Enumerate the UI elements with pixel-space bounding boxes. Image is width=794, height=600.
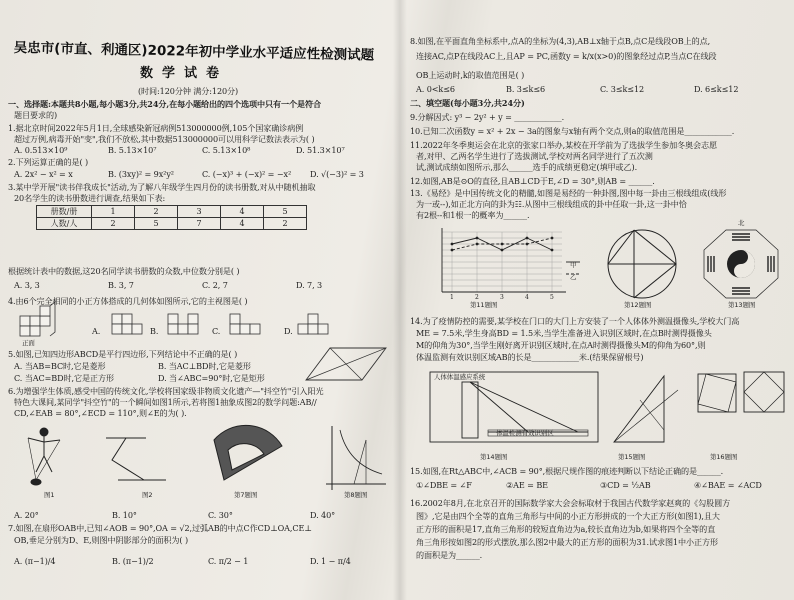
q3-text: 3.某中学开展"读书伴我成长"活动,为了解八年级学生四月份的读书册数,对从中随机抽取 [8, 182, 316, 192]
exam-subtitle: 数学试卷 [140, 66, 229, 81]
q13-text: 13.《易经》是中国传统文化的精髓,如图是易经的一种卦图,图中每一卦由三根线组成(线形 [410, 188, 727, 198]
q6-option-b: B. 10° [112, 510, 137, 520]
q14-fig-label: 第14题图 [480, 453, 508, 461]
q6-option-a: A. 20° [14, 510, 39, 520]
data-point [501, 249, 504, 252]
table-row [37, 218, 307, 230]
q1-option-c: C. 5.13×10⁸ [202, 145, 251, 155]
table-cell: 2 [92, 218, 135, 230]
q14-q16-figures [428, 370, 784, 452]
table-cell: 册数/册 [37, 206, 92, 218]
q15-fig-label: 第15题图 [618, 453, 646, 461]
x-tick-label: 2 [475, 294, 479, 301]
q6-q8-figures [14, 420, 388, 500]
q7-option-c: C. π/2 − 1 [208, 556, 249, 566]
data-point [451, 243, 454, 246]
q4-text: 4.由6个完全相同的小正方体搭成的几何体如图所示,它的主视图是( ) [8, 296, 248, 306]
table-cell: 4 [221, 218, 264, 230]
data-point [451, 249, 454, 252]
q15-text: 15.如图,在Rt△ABC中,∠ACB = 90°,根据尺规作图的痕迹判断以下结论正确的是______. [410, 466, 724, 476]
q4-figures [18, 306, 388, 340]
data-point [476, 237, 479, 240]
q14-text-c: M的仰角为30°,当学生刚好离开识别区域时,在点A时测得摄像头M的仰角为60°,则 [416, 340, 706, 350]
exam-title: 吴忠市(市直、利通区)2022年初中学业水平适应性检测试题 [13, 39, 375, 64]
q12-circle-figure [598, 226, 686, 304]
q12-text: 12.如图,AB是⊙O的直径,且AB⊥CD于E,∠D = 30°,则AB = ______. [410, 176, 655, 186]
q1-option-b: B. 5.13×10⁷ [108, 145, 157, 155]
q3-text-b: 20名学生的读书册数进行调查,结果如下表: [14, 193, 166, 203]
q16-text: 16.2002年8月,在北京召开的国际数学家大会会标取材于我国古代数学家赵爽的《勾股圆方 [410, 498, 731, 508]
q8-option-c: C. 3≤k≤12 [600, 84, 645, 94]
x-tick-label: 1 [450, 294, 454, 301]
q2-option-d: D. √(−3)² = 3 [310, 169, 364, 179]
table-cell: 1 [92, 206, 135, 218]
q14-text-b: ME = 7.5米,学生身高BD = 1.5米,当学生准备进入识别区域时,在点B时测得摄像头 [416, 328, 712, 338]
q8-text: 8.如图,在平面直角坐标系中,点A的坐标为(4,3),AB⊥x轴于点B,点C是线段OB上的点, [410, 36, 711, 46]
q15-option-3: ③CD = ½AB [600, 480, 651, 490]
q2-text: 2.下列运算正确的是( ) [8, 157, 89, 167]
q6-option-c: C. 30° [208, 510, 233, 520]
table-cell: 4 [221, 206, 264, 218]
q6-text-c: CD,∠EAB = 80°,∠ECD = 110°,则∠E的为( ). [14, 408, 187, 418]
q5-option-d: D. 当∠ABC=90°时,它是矩形 [158, 373, 265, 383]
q5-option-b: B. 当AC⊥BD时,它是菱形 [158, 361, 251, 371]
table-cell: 5 [135, 218, 178, 230]
q7-text-b: OB,垂足分别为D、E,则图中阴影部分的面积为( ) [14, 535, 189, 545]
q15-option-1: ①∠DBE = ∠F [416, 480, 472, 490]
q5-parallelogram-figure [304, 344, 388, 384]
q7-option-b: B. (π−1)/2 [112, 556, 154, 566]
q13-fig-label: 第13题图 [728, 301, 756, 309]
q8-fig-label: 第8题图 [344, 491, 368, 499]
section1-heading-b: 题目要求的) [14, 110, 58, 120]
q13-bagua-figure [700, 226, 782, 302]
q6-text-b: 特色大课间,某同学"抖空竹"的一个瞬间如图1所示,若将图1抽象成图2的数学问题:AB// [14, 397, 317, 407]
q14-text-d: 体温监测有效识别区域AB的长是____________米.(结果保留根号) [416, 352, 644, 362]
time-score: (时间:120分钟 满分:120分) [138, 86, 239, 96]
q12-fig-label: 第12题图 [624, 301, 652, 309]
q14-text: 14.为了疫情防控的需要,某学校在门口的大门上方安装了一个人体体外测温摄像头,学校大门高 [410, 316, 740, 326]
q15-option-4: ④∠BAE = ∠ACD [694, 480, 762, 490]
q4-label-b: B. [150, 326, 159, 336]
q7-text: 7.如图,在扇形OAB中,已知∠AOB = 90°,OA = √2,过弧AB的中点C作CD⊥OA,CE⊥ [8, 523, 312, 533]
q6-text: 6.为增强学生体质,感受中国的传统文化,学校将国家级非物质文化遗产—"抖空竹"引入阳光 [8, 386, 324, 396]
q4-label-a: A. [92, 326, 101, 336]
q3-text-c: 根据统计表中的数据,这20名同学读书册数的众数,中位数分别是( ) [8, 266, 240, 276]
q8-option-a: A. 0<k≤6 [416, 84, 455, 94]
table-cell: 3 [178, 206, 221, 218]
data-point [501, 243, 504, 246]
q16-fig-label: 第16题图 [710, 453, 738, 461]
q16-text-b: 图》,它是由四个全等的直角三角形与中间的小正方形拼成的一个大正方形(如图1),且大 [416, 511, 720, 521]
q2-option-b: B. (3xy)² = 9x²y² [108, 169, 174, 179]
q6-fig1-label: 图1 [44, 491, 55, 499]
q11-line-chart [436, 228, 566, 301]
data-point [526, 243, 529, 246]
q7-option-a: A. (π−1)/4 [14, 556, 56, 566]
q1-text: 1.据北京时间2022年5月1日,全球感染新冠病例513000000例,105个国家确诊病例 [8, 123, 304, 133]
q3-option-d: D. 7, 3 [296, 280, 323, 290]
q1-option-d: D. 51.3×10⁷ [296, 145, 345, 155]
q2-option-a: A. 2x² − x² = x [14, 169, 73, 179]
table-cell: 人数/人 [37, 218, 92, 230]
x-tick-label: 5 [550, 294, 554, 301]
q3-table [36, 205, 307, 230]
q3-option-b: B. 3, 7 [108, 280, 134, 290]
table-cell: 2 [135, 206, 178, 218]
q11-fig-label: 第11题图 [470, 301, 498, 309]
page-fold [393, 0, 407, 600]
q6-fig2-label: 图2 [142, 491, 153, 499]
data-point [476, 243, 479, 246]
q8-option-b: B. 3≤k≤6 [506, 84, 546, 94]
q1-text-b: 超过万例,病毒开始"变",我们不放松,其中数据513000000可以用科学记数法表示为( ) [14, 134, 315, 144]
q16-text-f: 的面积是为______. [416, 550, 483, 560]
q11-text-c: 试,测试成绩如图所示,那么______选手的成绩更稳定(填甲或乙). [416, 162, 638, 172]
q5-text: 5.如图,已知四边形ABCD是平行四边形,下列结论中不正确的是( ) [8, 349, 238, 359]
q16-text-d: 正方形的面积是17,直角三角形的较短直角边为a,较长直角边为b,如果将四个全等的直 [416, 524, 716, 534]
q8-text-b: 连接AC,点P在线段AC上,且AP = PC,函数y = k/x(x>0)的图象经过点P,当点C在线段 [416, 51, 717, 61]
table-cell: 2 [264, 218, 307, 230]
right-column [410, 0, 790, 600]
data-point [526, 237, 529, 240]
section2-heading: 二、填空题(每小题3分,共24分) [410, 98, 525, 108]
q4-label-d: D. [284, 326, 293, 336]
x-tick-label: 3 [500, 294, 504, 301]
q14-sensor-label: 人体体温感应系统 [434, 373, 486, 381]
x-tick-label: 4 [525, 294, 529, 301]
q9-text: 9.分解因式: y³ − 2y² + y = ____________. [410, 112, 565, 122]
q13-north-label: 北 [738, 219, 745, 227]
left-column [8, 0, 390, 600]
legend-yi: 乙 [570, 273, 577, 281]
q14-zone-label: 体温检测有效识别区 [496, 429, 554, 437]
q5-option-a: A. 当AB=BC时,它是菱形 [14, 361, 106, 371]
q6-option-d: D. 40° [310, 510, 336, 520]
q16-text-e: 角三角形按如图2的形式摆放,那么图2中最大的正方形的面积为31.试求图1中小正方形 [416, 537, 718, 547]
q11-text: 11.2022年冬季奥运会在北京的张家口举办,某校在开学前为了选拔学生参加冬奥会志愿 [410, 140, 718, 150]
q4-label-c: C. [212, 326, 221, 336]
q8-text-c: OB上运动时,k的取值范围是( ) [416, 70, 525, 80]
q13-text-b: 为一或--),如正北方向的卦为☷.从图中三根线组成的卦中任取一卦,这一卦中恰 [416, 199, 687, 209]
q10-text: 10.已知二次函数y = x² + 2x − 3a的图象与x轴有两个交点,则a的取值范围是____________. [410, 126, 735, 136]
q1-option-a: A. 0.513×10⁹ [14, 145, 68, 155]
q13-text-c: 有2根--和1根一的概率为______. [416, 210, 530, 220]
q3-option-a: A. 3, 3 [14, 280, 40, 290]
section1-heading: 一、选择题:本题共8小题,每小题3分,共24分,在每小题给出的四个选项中只有一个是符合 [8, 99, 321, 109]
q15-option-2: ②AE = BE [506, 480, 548, 490]
data-point [551, 237, 554, 240]
q3-option-c: C. 2, 7 [202, 280, 228, 290]
q11-text-b: 者,对甲、乙两名学生进行了选拔测试,学校对两名同学进行了五次测 [416, 151, 653, 161]
q4-label-front: 正面 [22, 339, 35, 347]
q7-fig-label: 第7题图 [234, 491, 258, 499]
data-point [551, 249, 554, 252]
table-cell: 5 [264, 206, 307, 218]
q5-option-c: C. 当AC=BD时,它是正方形 [14, 373, 114, 383]
q8-option-d: D. 6≤k≤12 [694, 84, 739, 94]
table-row [37, 206, 307, 218]
q2-option-c: C. (−x)³ + (−x)² = −x² [202, 169, 292, 179]
q7-option-d: D. 1 − π/4 [310, 556, 351, 566]
table-cell: 7 [178, 218, 221, 230]
legend-jia: 甲 [570, 261, 577, 269]
